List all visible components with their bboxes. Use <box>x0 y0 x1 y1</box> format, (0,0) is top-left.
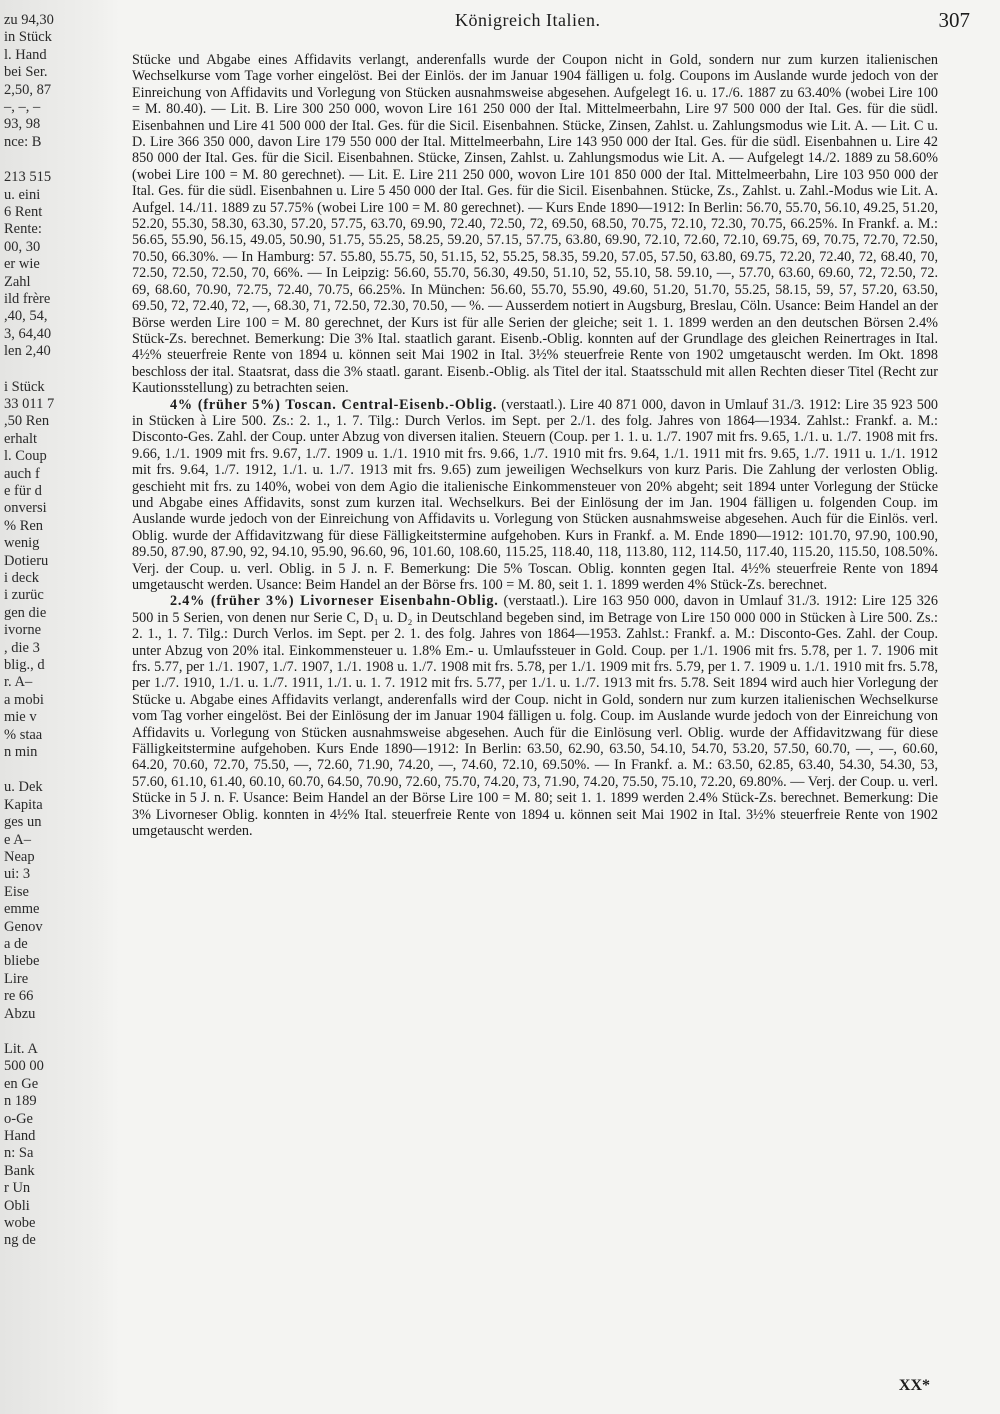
margin-fragment: a mobi <box>4 691 44 708</box>
margin-fragment: n 189 <box>4 1093 37 1110</box>
margin-fragment: n min <box>4 744 38 760</box>
margin-fragment: er wie <box>4 256 40 273</box>
margin-fragment: ui: 3 <box>4 866 31 883</box>
page-body <box>132 52 938 840</box>
margin-fragment: o-Ge <box>4 1110 33 1127</box>
margin-fragment: e A– <box>4 831 31 848</box>
margin-fragment: u. Dek <box>4 779 43 796</box>
margin-fragment: Rente: <box>4 221 42 238</box>
margin-fragment: mie v <box>4 709 37 726</box>
margin-fragment: wenig <box>4 535 40 552</box>
margin-fragment: Hand <box>4 1128 36 1144</box>
margin-fragment: 93, 98 <box>4 116 41 133</box>
page-number: 307 <box>938 8 970 32</box>
margin-fragment: auch f <box>4 465 40 482</box>
margin-fragment: gen die <box>4 604 47 621</box>
margin-fragment: i deck <box>4 570 40 586</box>
margin-fragment: r. A– <box>4 674 33 691</box>
margin-fragment: Obli <box>4 1197 30 1214</box>
margin-fragment: in Stück <box>4 29 52 46</box>
margin-fragment: Zahl <box>4 273 31 290</box>
margin-fragment: ng de <box>4 1232 36 1249</box>
margin-fragment: en Ge <box>4 1075 39 1092</box>
margin-fragment: 2,50, 87 <box>4 81 52 98</box>
paragraph-toscan-oblig <box>132 397 938 594</box>
margin-fragment: e für d <box>4 483 42 499</box>
margin-fragment: bei Ser. <box>4 64 48 81</box>
margin-fragment: zu 94,30 <box>4 12 54 28</box>
margin-fragment: onversi <box>4 500 47 517</box>
margin-fragment: , die 3 <box>4 639 40 656</box>
margin-fragment: % staa <box>4 726 43 743</box>
margin-fragment: blig., d <box>4 657 45 673</box>
page-header <box>135 8 970 36</box>
margin-fragment: ild frère <box>4 291 51 307</box>
margin-fragment: n: Sa <box>4 1145 34 1162</box>
margin-fragment: r Un <box>4 1180 31 1197</box>
adjacent-page-margin <box>0 0 120 1414</box>
margin-fragment: i Stück <box>4 378 45 395</box>
margin-fragment: bliebe <box>4 953 40 970</box>
margin-fragment: wobe <box>4 1215 36 1231</box>
margin-fragment: l. Hand <box>4 46 47 63</box>
margin-fragment: i zurüc <box>4 587 44 604</box>
margin-fragment: Dotieru <box>4 552 49 569</box>
margin-fragment: nce: B <box>4 133 42 150</box>
paragraph-lit-continuation <box>132 52 938 397</box>
margin-fragment: ,50 Ren <box>4 413 50 430</box>
margin-fragment: % Ren <box>4 517 44 534</box>
margin-fragment: ges un <box>4 814 42 831</box>
paragraph-text: (verstaatl.). Lire 40 871 000, davon in Umlauf 31./3. 1912: Lire 35 923 500 in Stücken à Lire 500. Zs.: 2. 1., 1. 7. Tilg.: Durch Verlos. im Sept. per 2./1. des folg. Jahres von 1864—1934. Zahlst.: Frankf. a. M.: Disconto-Ges. Zahl. der Coup. unter Abzug von diversen italien. Steuern (Coup. per 1. 1. u. 1./7. 1907 mit frs. 9.65, 1./1. u. 1./7. 1908 mit frs. 9.66, 1./1. 1909 mit frs. 9.67, 1./7. 1909 u. 1./1. 1910 mit frs. 9.66, 1./7. 1910 mit frs. 9.64, 1./1. 1911 mit frs. 9.65, 1./7. 1911 u. 1./1. 1912 mit frs. 9.64, 1./7. 1912, 1./1. u. 1./7. 1913 mit frs. 9.65) zum jeweiligen Wechselkurs von kurz Paris. Die Zahlung der verlosten Oblig. geschieht mit frs. zu 140%, wobei von dem Agio die italienische Einkommensteuer von 20% abgeht; seit 1894 unter Vorlegung der Stücke und Abgabe eines Affidavits, sonst zum kurzen ital. Wechselkurs. Bei der Einlösung der im Jan. 1904 fälligen u. folgenden Coup. im Auslande wurde jedoch von der Einreichung von Affidavits u. Vorlegung von Stücken ausnahmsweise abgesehen. Auch für die Einlös. verl. Oblig. wurde der Affidavitzwang für diese Fälligkeitstermine aufgehoben. Kurs in Frankf. a. M. Ende 1890—1912: 101.70, 97.90, 100.90, 89.50, 87.90, 87.90, 92, 94.10, 95.90, 96.60, 96, 101.60, 108.60, 115.25, 118.40, 118, 113.80, 112, 114.50, 117.40, 115.20, 115.50, 108.50%. Verj. der Coup. u. verl. Oblig. in 5 J. n. F. Bemerkung: Die 5% Toscan. Oblig. konnten gegen Ital. 4½% steuerfreie Rente von 1894 umgetauscht werden. Usance: Beim Handel an der Börse frs. 100 = M. 80, seit 1. 1. 1899 werden 4% Stück-Zs. berechnet. <box>132 396 939 593</box>
margin-fragment: 213 515 <box>4 169 52 186</box>
margin-fragment: ,40, 54, <box>4 308 48 325</box>
margin-fragment: Genov <box>4 918 43 935</box>
margin-fragment: Bank <box>4 1162 35 1179</box>
margin-fragment: –, –, – <box>4 99 41 115</box>
margin-fragment: Lit. A <box>4 1041 38 1057</box>
paragraph-text: (verstaatl.). Lire 163 950 000, davon in Umlauf 31./3. 1912: Lire 125 326 500 in 5 Serien, von denen nur Serie C, D₁ u. D₂ in Deutschland begeben sind, im Betrage von Lire 150 000 000 in Stücken à Lire 500. Zs.: 2. 1., 1. 7. Tilg.: Durch Verlos. im Sept. per 2. 1. des folg. Jahres von 1864—1953. Zahlst.: Frankf. a. M.: Disconto-Ges. Zahl. der Coup. unter Abzug von 20% ital. Einkommensteuer u. 1.8% Em.- u. Umlaufssteuer in Gold. Coup. per 1./1. 1906 mit frs. 5.78, per 1. 7. 1906 mit frs. 5.77, per 1./1. 1907, 1./7. 1907, 1./1. 1908 u. 1./7. 1908 mit frs. 5.78, per 1./1. 1909 mit frs. 5.79, per 1. 7. 1909 u. 1./1. 1910 mit frs. 5.78, per 1./7. 1910, 1./1. u. 1./7. 1911, 1./1. u. 1. 7. 1912 mit frs. 5.77, per 1./1. u. 1./7. 1913 mit frs. 5.78. Seit 1894 wird auch hier Vorlegung der Stücke u. Abgabe eines Affidavits verlangt, anderenfalls wird der Coup. nicht in Gold, sondern nur zum kurzen italienischen Wechselkurse vom Tag vorher eingelöst. Bei der Einlösung der im Januar 1904 fälligen u. folg. Coup. im Auslande wurde jedoch von der Einreichung von Affidavits u. Vorlegung von Stücken ausnahmsweise abgesehen. Auch für die Einlösung verl. Oblig. wurde der Affidavitzwang für diese Fälligkeitstermine aufgehoben. Kurs Ende 1890—1912: In Berlin: 63.50, 62.90, 63.50, 54.10, 54.70, 53.20, 57.50, 60.70, —, —, 60.60, 64.20, 70.60, 72.70, 75.50, —, 72.60, 71.90, 74.20, —, 74.60, 72.10, 69.50%. — In Frankf. a. M.: 63.50, 62.85, 63.40, 54.30, 54.30, 53, 57.60, 61.10, 61.40, 60.10, 60.70, 64.50, 70.90, 72.60, 75.70, 74.20, 73, 71.90, 74.20, 75.50, 75.10, 72.20, 69.80%. — Verj. der Coup. u. verl. Stücke in 5 J. n. F. Usance: Beim Handel an der Börse Lire 100 = M. 80; seit 1. 1. 1899 werden 2.4% Stück-Zs. berechnet. Bemerkung: Die 3% Livorneser Oblig. konnten in 4½% Ital. steuerfreie Rente von 1894 u. können seit Mai 1902 in Ital. 3½% steuerfreie Rente von 1902 umgetauscht werden. <box>132 593 938 840</box>
margin-fragment: emme <box>4 901 40 918</box>
margin-fragment: 3, 64,40 <box>4 325 52 342</box>
margin-fragment: Neap <box>4 849 35 865</box>
margin-fragment: l. Coup <box>4 448 47 465</box>
margin-fragment: Eise <box>4 883 29 900</box>
margin-fragment: ivorne <box>4 622 42 639</box>
section-heading: 2.4% (früher 3%) Livorneser Eisenbahn-Oblig. <box>170 593 499 610</box>
margin-fragment: len 2,40 <box>4 343 51 360</box>
margin-fragment: Abzu <box>4 1005 36 1022</box>
margin-fragment: Lire <box>4 970 29 987</box>
margin-fragment: 500 00 <box>4 1058 44 1075</box>
running-title: Königreich Italien. <box>455 10 601 30</box>
margin-fragment: u. eini <box>4 186 41 203</box>
margin-fragment: re 66 <box>4 988 34 1005</box>
paragraph-livorneser-oblig <box>132 593 938 839</box>
margin-fragment: 6 Rent <box>4 204 43 220</box>
section-heading: 4% (früher 5%) Toscan. Central-Eisenb.-Oblig. <box>170 396 498 413</box>
margin-fragment: Kapita <box>4 796 43 813</box>
signature-mark: XX* <box>898 1377 930 1394</box>
margin-fragment: 00, 30 <box>4 238 41 255</box>
paragraph-text: Stücke und Abgabe eines Affidavits verlangt, anderenfalls wurde der Coupon nicht in Gold, sondern nur zum kurzen italienischen Wechselkurse vom Tage vorher eingelöst. Bei der Einlös. der im Januar 1904 fälligen u. folg. Coupons im Auslande wurde jedoch von der Einreichung von Affidavits und Vorlegung von Stücken ausnahmsweise abgesehen. Aufgelegt 16. u. 17./6. 1887 zu 63.40% (wobei Lire 100 = M. 80.40). — Lit. B. Lire 300 250 000, wovon Lire 161 250 000 der Ital. Mittelmeerbahn, Lire 97 500 000 der Ital. Ges. für die südl. Eisenbahnen und Lire 41 500 000 der Ital. Ges. für die Sicil. Eisenbahnen. Stücke, Zinsen, Zahlst. u. Zahlungsmodus wie Lit. A. — Lit. C u. D. Lire 366 350 000, davon Lire 179 550 000 der Ital. Mittelmeerbahn, Lire 143 950 000 der Ital. Ges. für die südl. Eisenbahnen u. Lire 42 850 000 der Ital. Ges. für die Sicil. Eisenbahnen. Stücke, Zinsen, Zahlst. u. Zahlungsmodus wie Lit. A. — Aufgelegt 14./2. 1889 zu 58.60% (wobei Lire 100 = M. 80 gerechnet). — Lit. E. Lire 211 250 000, wovon Lire 101 850 000 der Ital. Mittelmeerbahn, Lire 103 950 000 der Ital. Ges. für die südl. Eisenbahnen u. Lire 5 450 000 der Ital. Ges. für die Sicil. Eisenbahnen. Stücke, Zs., Zahlst. u. Zahl.-Modus wie Lit. A. Aufgel. 14./11. 1889 zu 57.75% (wobei Lire 100 = M. 80 gerechnet). — Kurs Ende 1890—1912: In Berlin: 56.70, 55.70, 56.10, 49.25, 51.20, 52.20, 55.30, 58.30, 63.30, 57.20, 57.75, 63.70, 69.90, 72.40, 72.50, 72, 69.50, 68.50, 70.75, 72.10, 72.30, 70.75, 66.25%. In Frankf. a. M.: 56.65, 55.90, 56.15, 49.05, 50.90, 51.75, 55.25, 58.25, 59.20, 57.15, 57.75, 63.80, 69.90, 72.10, 72.60, 72.10, 69.75, 69, 70.75, 72.70, 72.50, 70.50, 66.30%. — In Hamburg: 57. 55.80, 55.75, 50, 51.15, 52, 55.25, 58.35, 59.20, 57.05, 57.50, 63.80, 69.75, 72.20, 72.40, 72, 68.40, 70, 72.50, 72.50, 72.50, 70, 66%. — In Leipzig: 56.60, 55.70, 56.30, 49.50, 51.10, 52, 55.10, 58. 59.10, —, 57.70, 63.60, 69.60, 72, 72.50, 72. 69, 68.60, 70.90, 72.75, 72.40, 70.75, 66.25%. In München: 56.60, 55.70, 55.90, 49.60, 51.20, 51.70, 55.25, 58.15, 59, 57, 57.20, 63.50, 69.50, 72, 72.40, 72, —, 68.30, 71, 72.50, 72.30, 70.50, — %. — Ausserdem notiert in Augsburg, Breslau, Cöln. Usance: Beim Handel an der Börse werden Lire 100 = M. 80 gerechnet, der Kurs ist für alle Serien der gleiche; seit 1. 1. 1899 werden an den deutschen Börsen 2.4% Stück-Zs. berechnet. Bemerkung: Die 3% Ital. staatlich garant. Eisenb.-Oblig. konnten auf der Grundlage des gleichen Reinertrages in Ital. 4½% steuerfreie Rente von 1894 u. können seit Mai 1902 in Ital. 3½% steuerfreie Rente von 1902 umgetauscht werden. Im Okt. 1898 beschloss der ital. Staatsrat, dass die 3% staatl. garant. Eisenb.-Oblig. als Titel der ital. Staatsschuld mit allen Rechten dieser Titel (Recht zur Kautionsstellung) zu betrachten seien. <box>132 52 938 397</box>
margin-fragment: erhalt <box>4 430 38 447</box>
margin-fragment: 33 011 7 <box>4 396 55 412</box>
margin-fragment: a de <box>4 936 28 952</box>
